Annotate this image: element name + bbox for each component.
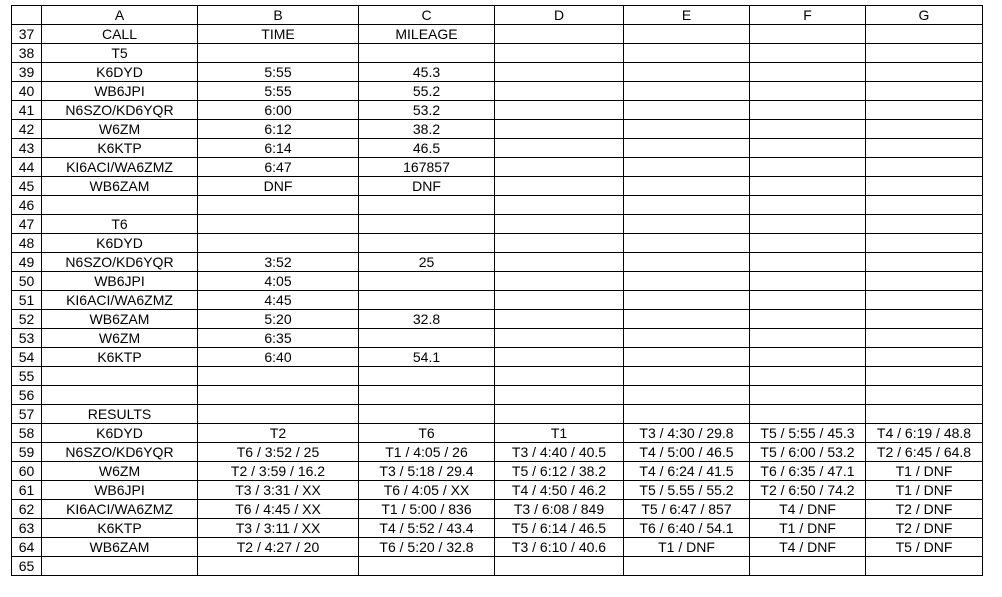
cell[interactable]: [495, 120, 624, 139]
cell[interactable]: [359, 215, 495, 234]
cell[interactable]: [359, 557, 495, 576]
cell[interactable]: T1 / DNF: [624, 538, 750, 557]
table-row: [12, 82, 983, 101]
cell[interactable]: T5 / 6:47 / 857: [624, 500, 750, 519]
cell[interactable]: 25: [359, 253, 495, 272]
cell[interactable]: T5 / DNF: [866, 538, 983, 557]
cell[interactable]: [495, 329, 624, 348]
cell[interactable]: [42, 367, 198, 386]
table-row: [12, 367, 983, 386]
cell[interactable]: DNF: [198, 177, 359, 196]
row-header[interactable]: 47: [12, 215, 42, 234]
cell[interactable]: [750, 82, 866, 101]
cell[interactable]: W6ZM: [42, 329, 198, 348]
cell[interactable]: T5 / 6:00 / 53.2: [750, 443, 866, 462]
table-row: [12, 481, 983, 500]
cell[interactable]: T2 / 6:45 / 64.8: [866, 443, 983, 462]
cell[interactable]: [624, 139, 750, 158]
row-header[interactable]: 65: [12, 557, 42, 576]
cell[interactable]: T3 / 5:18 / 29.4: [359, 462, 495, 481]
row-header[interactable]: 41: [12, 101, 42, 120]
cell[interactable]: WB6ZAM: [42, 310, 198, 329]
column-header-e[interactable]: E: [624, 6, 750, 25]
cell[interactable]: DNF: [359, 177, 495, 196]
cell[interactable]: T4 / 4:50 / 46.2: [495, 481, 624, 500]
table-row: [12, 424, 983, 443]
cell[interactable]: [750, 196, 866, 215]
cell[interactable]: [624, 310, 750, 329]
cell[interactable]: T3 / 3:31 / XX: [198, 481, 359, 500]
cell[interactable]: [495, 82, 624, 101]
cell[interactable]: [495, 405, 624, 424]
row-header[interactable]: 52: [12, 310, 42, 329]
cell[interactable]: 55.2: [359, 82, 495, 101]
row-header[interactable]: 48: [12, 234, 42, 253]
cell[interactable]: [495, 310, 624, 329]
cell[interactable]: [198, 367, 359, 386]
cell[interactable]: T5 / 5:55 / 45.3: [750, 424, 866, 443]
cell[interactable]: [359, 405, 495, 424]
cell[interactable]: T2 / 3:59 / 16.2: [198, 462, 359, 481]
cell[interactable]: 4:45: [198, 291, 359, 310]
cell[interactable]: [866, 82, 983, 101]
row-header[interactable]: 63: [12, 519, 42, 538]
cell[interactable]: K6KTP: [42, 139, 198, 158]
cell[interactable]: [359, 234, 495, 253]
cell[interactable]: W6ZM: [42, 120, 198, 139]
cell[interactable]: [495, 158, 624, 177]
cell[interactable]: [624, 234, 750, 253]
cell[interactable]: [495, 63, 624, 82]
table-row: [12, 158, 983, 177]
cell[interactable]: T3 / 4:30 / 29.8: [624, 424, 750, 443]
row-header[interactable]: 37: [12, 25, 42, 44]
cell[interactable]: T3 / 3:11 / XX: [198, 519, 359, 538]
cell[interactable]: [866, 272, 983, 291]
cell[interactable]: [866, 63, 983, 82]
cell[interactable]: T4 / 5:52 / 43.4: [359, 519, 495, 538]
cell[interactable]: 46.5: [359, 139, 495, 158]
cell[interactable]: 38.2: [359, 120, 495, 139]
cell[interactable]: 6:12: [198, 120, 359, 139]
cell[interactable]: T4 / DNF: [750, 500, 866, 519]
cell[interactable]: T6 / 3:52 / 25: [198, 443, 359, 462]
cell[interactable]: [624, 272, 750, 291]
cell[interactable]: MILEAGE: [359, 25, 495, 44]
cell[interactable]: [624, 63, 750, 82]
table-row: [12, 557, 983, 576]
cell[interactable]: [495, 139, 624, 158]
column-header-row: [12, 6, 983, 25]
cell[interactable]: [866, 215, 983, 234]
cell[interactable]: [495, 557, 624, 576]
cell[interactable]: TIME: [198, 25, 359, 44]
cell[interactable]: [624, 120, 750, 139]
cell[interactable]: T5 / 6:14 / 46.5: [495, 519, 624, 538]
cell[interactable]: WB6ZAM: [42, 177, 198, 196]
cell[interactable]: 53.2: [359, 101, 495, 120]
cell[interactable]: [750, 253, 866, 272]
cell[interactable]: [866, 310, 983, 329]
cell[interactable]: 3:52: [198, 253, 359, 272]
cell[interactable]: T1 / 4:05 / 26: [359, 443, 495, 462]
table-row: [12, 215, 983, 234]
cell[interactable]: [866, 348, 983, 367]
row-header[interactable]: 44: [12, 158, 42, 177]
cell[interactable]: [624, 291, 750, 310]
cell[interactable]: [198, 405, 359, 424]
table-row: [12, 44, 983, 63]
cell[interactable]: [866, 329, 983, 348]
table-row: [12, 291, 983, 310]
row-header[interactable]: 59: [12, 443, 42, 462]
cell[interactable]: [42, 557, 198, 576]
cell[interactable]: [359, 44, 495, 63]
cell[interactable]: 54.1: [359, 348, 495, 367]
cell[interactable]: [624, 44, 750, 63]
cell[interactable]: [750, 310, 866, 329]
cell[interactable]: [495, 196, 624, 215]
table-row: [12, 101, 983, 120]
cell[interactable]: T5: [42, 44, 198, 63]
cell[interactable]: [866, 139, 983, 158]
row-header[interactable]: 57: [12, 405, 42, 424]
cell[interactable]: 5:55: [198, 82, 359, 101]
row-header[interactable]: 61: [12, 481, 42, 500]
cell[interactable]: [750, 177, 866, 196]
cell[interactable]: T1 / DNF: [750, 519, 866, 538]
row-header[interactable]: 39: [12, 63, 42, 82]
row-header[interactable]: 58: [12, 424, 42, 443]
table-row: [12, 310, 983, 329]
cell[interactable]: T6 / 4:45 / XX: [198, 500, 359, 519]
cell[interactable]: [750, 405, 866, 424]
cell[interactable]: [866, 291, 983, 310]
row-header[interactable]: 46: [12, 196, 42, 215]
cell[interactable]: T6 / 4:05 / XX: [359, 481, 495, 500]
cell[interactable]: [750, 139, 866, 158]
cell[interactable]: T1: [495, 424, 624, 443]
cell[interactable]: [866, 386, 983, 405]
cell[interactable]: [495, 291, 624, 310]
cell[interactable]: [866, 405, 983, 424]
spreadsheet-table: [11, 5, 983, 576]
cell[interactable]: WB6JPI: [42, 481, 198, 500]
cell[interactable]: [624, 253, 750, 272]
cell[interactable]: [624, 25, 750, 44]
row-header[interactable]: 45: [12, 177, 42, 196]
cell[interactable]: K6DYD: [42, 234, 198, 253]
cell[interactable]: [866, 120, 983, 139]
cell[interactable]: T3 / 6:08 / 849: [495, 500, 624, 519]
row-header[interactable]: 42: [12, 120, 42, 139]
row-header[interactable]: 50: [12, 272, 42, 291]
cell[interactable]: N6SZO/KD6YQR: [42, 101, 198, 120]
cell[interactable]: [624, 348, 750, 367]
cell[interactable]: [198, 196, 359, 215]
cell[interactable]: [624, 386, 750, 405]
cell[interactable]: [495, 215, 624, 234]
cell[interactable]: T2 / DNF: [866, 500, 983, 519]
cell[interactable]: N6SZO/KD6YQR: [42, 253, 198, 272]
cell[interactable]: N6SZO/KD6YQR: [42, 443, 198, 462]
cell[interactable]: T6: [42, 215, 198, 234]
cell[interactable]: [866, 196, 983, 215]
cell[interactable]: WB6ZAM: [42, 538, 198, 557]
spreadsheet-body: [12, 6, 983, 576]
cell[interactable]: RESULTS: [42, 405, 198, 424]
table-row: [12, 139, 983, 158]
cell[interactable]: T2 / DNF: [866, 519, 983, 538]
cell[interactable]: [866, 44, 983, 63]
table-row: [12, 462, 983, 481]
cell[interactable]: [866, 367, 983, 386]
cell[interactable]: [495, 386, 624, 405]
cell[interactable]: 45.3: [359, 63, 495, 82]
row-header[interactable]: 64: [12, 538, 42, 557]
table-row: [12, 519, 983, 538]
cell[interactable]: KI6ACI/WA6ZMZ: [42, 158, 198, 177]
cell[interactable]: K6KTP: [42, 348, 198, 367]
cell[interactable]: T5 / 6:12 / 38.2: [495, 462, 624, 481]
cell[interactable]: W6ZM: [42, 462, 198, 481]
table-row: [12, 25, 983, 44]
cell[interactable]: [866, 25, 983, 44]
cell[interactable]: [750, 291, 866, 310]
cell[interactable]: [624, 101, 750, 120]
cell[interactable]: 32.8: [359, 310, 495, 329]
cell[interactable]: T1 / DNF: [866, 462, 983, 481]
cell[interactable]: [624, 215, 750, 234]
table-row: [12, 272, 983, 291]
cell[interactable]: 167857: [359, 158, 495, 177]
cell[interactable]: [750, 348, 866, 367]
table-row: [12, 386, 983, 405]
cell[interactable]: 6:40: [198, 348, 359, 367]
row-header[interactable]: 51: [12, 291, 42, 310]
column-header-b[interactable]: B: [198, 6, 359, 25]
cell[interactable]: [42, 196, 198, 215]
table-row: [12, 120, 983, 139]
table-row: [12, 196, 983, 215]
cell[interactable]: [198, 44, 359, 63]
cell[interactable]: [750, 367, 866, 386]
cell[interactable]: [359, 386, 495, 405]
column-header-c[interactable]: C: [359, 6, 495, 25]
row-header[interactable]: 53: [12, 329, 42, 348]
cell[interactable]: [198, 234, 359, 253]
cell[interactable]: T2: [198, 424, 359, 443]
cell[interactable]: K6DYD: [42, 424, 198, 443]
cell[interactable]: T6 / 6:35 / 47.1: [750, 462, 866, 481]
row-header[interactable]: 62: [12, 500, 42, 519]
cell[interactable]: 6:00: [198, 101, 359, 120]
cell[interactable]: T3 / 6:10 / 40.6: [495, 538, 624, 557]
cell[interactable]: K6KTP: [42, 519, 198, 538]
cell[interactable]: [866, 158, 983, 177]
cell[interactable]: [624, 367, 750, 386]
cell[interactable]: 4:05: [198, 272, 359, 291]
table-row: [12, 538, 983, 557]
cell[interactable]: [495, 272, 624, 291]
column-header-d[interactable]: D: [495, 6, 624, 25]
cell[interactable]: [198, 215, 359, 234]
cell[interactable]: [866, 557, 983, 576]
cell[interactable]: [359, 196, 495, 215]
cell[interactable]: [750, 234, 866, 253]
cell[interactable]: [359, 291, 495, 310]
cell[interactable]: T1 / DNF: [866, 481, 983, 500]
cell[interactable]: [866, 234, 983, 253]
cell[interactable]: [495, 44, 624, 63]
cell[interactable]: 5:20: [198, 310, 359, 329]
column-header-f[interactable]: F: [750, 6, 866, 25]
cell[interactable]: [198, 557, 359, 576]
table-row: [12, 348, 983, 367]
cell[interactable]: [750, 329, 866, 348]
row-header[interactable]: 55: [12, 367, 42, 386]
cell[interactable]: [198, 386, 359, 405]
row-header[interactable]: 38: [12, 44, 42, 63]
cell[interactable]: [495, 348, 624, 367]
cell[interactable]: [495, 367, 624, 386]
cell[interactable]: [624, 557, 750, 576]
row-header[interactable]: 60: [12, 462, 42, 481]
row-header[interactable]: 54: [12, 348, 42, 367]
cell[interactable]: [359, 367, 495, 386]
table-row: [12, 253, 983, 272]
column-header-a[interactable]: A: [42, 6, 198, 25]
cell[interactable]: [866, 253, 983, 272]
table-row: [12, 63, 983, 82]
cell[interactable]: [495, 177, 624, 196]
cell[interactable]: [624, 158, 750, 177]
table-row: [12, 177, 983, 196]
cell[interactable]: [750, 101, 866, 120]
cell[interactable]: [624, 82, 750, 101]
cell[interactable]: KI6ACI/WA6ZMZ: [42, 500, 198, 519]
table-row: [12, 329, 983, 348]
cell[interactable]: T5 / 5.55 / 55.2: [624, 481, 750, 500]
cell[interactable]: T1 / 5:00 / 836: [359, 500, 495, 519]
row-header[interactable]: 49: [12, 253, 42, 272]
cell[interactable]: [750, 557, 866, 576]
cell[interactable]: 6:47: [198, 158, 359, 177]
cell[interactable]: [359, 329, 495, 348]
table-row: [12, 500, 983, 519]
table-row: [12, 443, 983, 462]
cell[interactable]: [750, 25, 866, 44]
cell[interactable]: T4 / 6:19 / 48.8: [866, 424, 983, 443]
cell[interactable]: T3 / 4:40 / 40.5: [495, 443, 624, 462]
cell[interactable]: [866, 177, 983, 196]
cell[interactable]: 6:35: [198, 329, 359, 348]
cell[interactable]: [750, 63, 866, 82]
cell[interactable]: CALL: [42, 25, 198, 44]
cell[interactable]: [750, 215, 866, 234]
cell[interactable]: [495, 25, 624, 44]
cell[interactable]: T4 / DNF: [750, 538, 866, 557]
cell[interactable]: T2 / 6:50 / 74.2: [750, 481, 866, 500]
cell[interactable]: [866, 101, 983, 120]
cell[interactable]: [495, 253, 624, 272]
cell[interactable]: [750, 158, 866, 177]
cell[interactable]: [624, 405, 750, 424]
cell[interactable]: T6 / 5:20 / 32.8: [359, 538, 495, 557]
cell[interactable]: [624, 196, 750, 215]
row-header[interactable]: 43: [12, 139, 42, 158]
cell[interactable]: KI6ACI/WA6ZMZ: [42, 291, 198, 310]
cell[interactable]: K6DYD: [42, 63, 198, 82]
cell[interactable]: T6: [359, 424, 495, 443]
cell[interactable]: 6:14: [198, 139, 359, 158]
cell[interactable]: T2 / 4:27 / 20: [198, 538, 359, 557]
cell[interactable]: [750, 44, 866, 63]
cell[interactable]: [624, 329, 750, 348]
column-header-g[interactable]: G: [866, 6, 983, 25]
cell[interactable]: WB6JPI: [42, 82, 198, 101]
row-header[interactable]: 56: [12, 386, 42, 405]
corner-cell[interactable]: [12, 6, 42, 25]
cell[interactable]: T4 / 5:00 / 46.5: [624, 443, 750, 462]
cell[interactable]: T4 / 6:24 / 41.5: [624, 462, 750, 481]
cell[interactable]: [42, 386, 198, 405]
cell[interactable]: [359, 272, 495, 291]
cell[interactable]: [750, 272, 866, 291]
row-header[interactable]: 40: [12, 82, 42, 101]
table-row: [12, 405, 983, 424]
cell[interactable]: [750, 386, 866, 405]
cell[interactable]: 5:55: [198, 63, 359, 82]
cell[interactable]: [624, 177, 750, 196]
cell[interactable]: [495, 234, 624, 253]
table-row: [12, 234, 983, 253]
cell[interactable]: WB6JPI: [42, 272, 198, 291]
cell[interactable]: [495, 101, 624, 120]
cell[interactable]: T6 / 6:40 / 54.1: [624, 519, 750, 538]
cell[interactable]: [750, 120, 866, 139]
